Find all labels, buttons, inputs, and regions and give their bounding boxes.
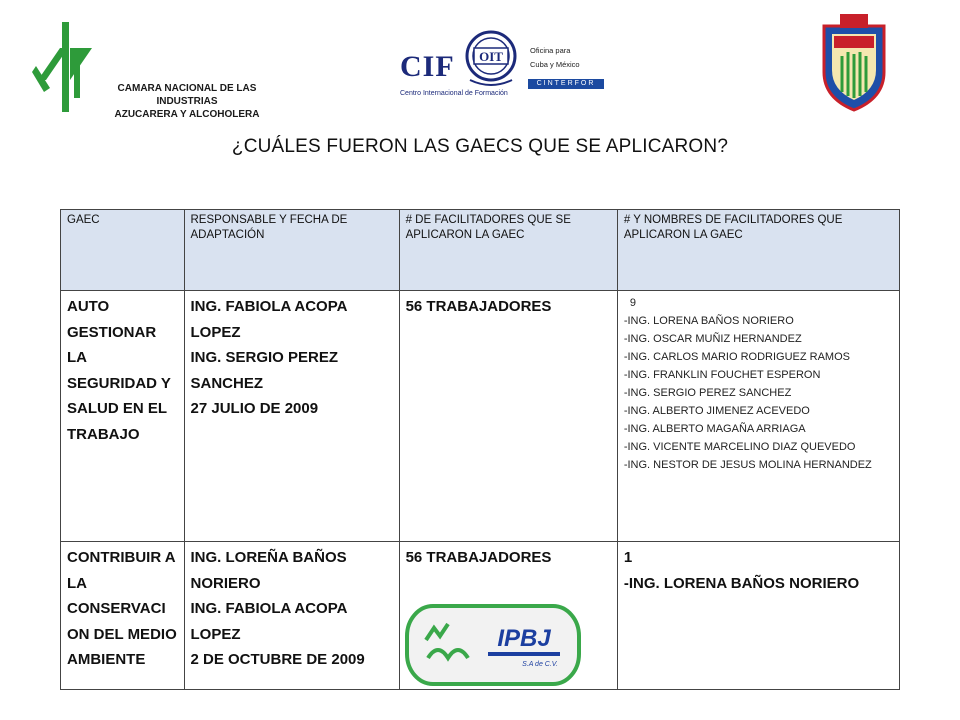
facilitadores-cell: 56 TRABAJADORES [399,291,617,542]
list-item: -ING. VICENTE MARCELINO DIAZ QUEVEDO [623,441,856,453]
responsable-date: 2 DE OCTUBRE DE 2009 [190,651,365,668]
camara-logo-line1: CAMARA NACIONAL DE LAS INDUSTRIAS [117,83,257,107]
list-item: -ING. ALBERTO MAGAÑA ARRIAGA [623,423,806,435]
list-item: -ING. FRANKLIN FOUCHET ESPERON [623,369,821,381]
nombres-cell [617,542,899,690]
cif-subtitle: Centro Internacional de Formación [400,90,508,97]
gaec-cell: CONTRIBUIR A LA CONSERVACI ON DEL MEDIO AMBIENTE [61,542,185,690]
header-facilitadores-count: # DE FACILITADORES QUE SE APLICARON LA GAEC [399,210,617,291]
facilitadores-count: 9 [629,297,636,309]
gaec-cell: AUTO GESTIONAR LA SEGURIDAD Y SALUD EN EL TRABAJO [61,291,185,542]
responsable-cell [184,542,399,690]
facilitadores-cell: 56 TRABAJADORES [399,542,617,690]
camara-logo-line2: AZUCARERA Y ALCOHOLERA [114,109,260,120]
cinterfor-badge: CINTERFOR [528,79,604,89]
list-item: -ING. OSCAR MUÑIZ HERNANDEZ [623,333,802,345]
responsable-item: ING. LOREÑA BAÑOS NORIERO [190,549,347,592]
header-responsable: RESPONSABLE Y FECHA DE ADAPTACIÓN [184,210,399,291]
list-item: -ING. LORENA BAÑOS NORIERO [623,315,794,327]
responsable-item: ING. FABIOLA ACOPA LOPEZ [190,600,347,643]
oficina-line2: Cuba y México [530,60,580,69]
camara-logo [30,18,260,118]
ipbj-logo [404,602,582,688]
facilitadores-count: 1 [623,549,633,566]
shield-icon [818,12,890,112]
nombres-cell [617,291,899,542]
table-header-row [61,210,900,291]
list-item: -ING. LORENA BAÑOS NORIERO [623,574,860,592]
list-item: -ING. ALBERTO JIMENEZ ACEVEDO [623,405,810,417]
responsable-date: 27 JULIO DE 2009 [190,400,319,417]
ipbj-logo-suffix: S.A de C.V. [522,661,558,668]
oficina-line1: Oficina para [530,46,571,55]
table-row [61,291,900,542]
page-title: ¿CUÁLES FUERON LAS GAECS QUE SE APLICARON? [231,136,729,157]
oficina-text [530,44,580,72]
list-item: -ING. CARLOS MARIO RODRIGUEZ RAMOS [623,351,850,363]
ipbj-logo-name: IPBJ [497,625,551,652]
responsable-item: ING. FABIOLA ACOPA LOPEZ [190,298,347,341]
cif-logo-text: CIF [400,50,455,83]
list-item: -ING. SERGIO PEREZ SANCHEZ [623,387,792,399]
header-gaec: GAEC [61,210,185,291]
responsable-item: ING. SERGIO PEREZ SANCHEZ [190,349,339,392]
list-item: -ING. NESTOR DE JESUS MOLINA HERNANDEZ [623,459,872,471]
responsable-cell [184,291,399,542]
oit-emblem-icon [460,28,522,88]
oit-label: OIT [479,49,503,64]
header-facilitadores-names: # Y NOMBRES DE FACILITADORES QUE APLICARON LA GAEC [617,210,899,291]
